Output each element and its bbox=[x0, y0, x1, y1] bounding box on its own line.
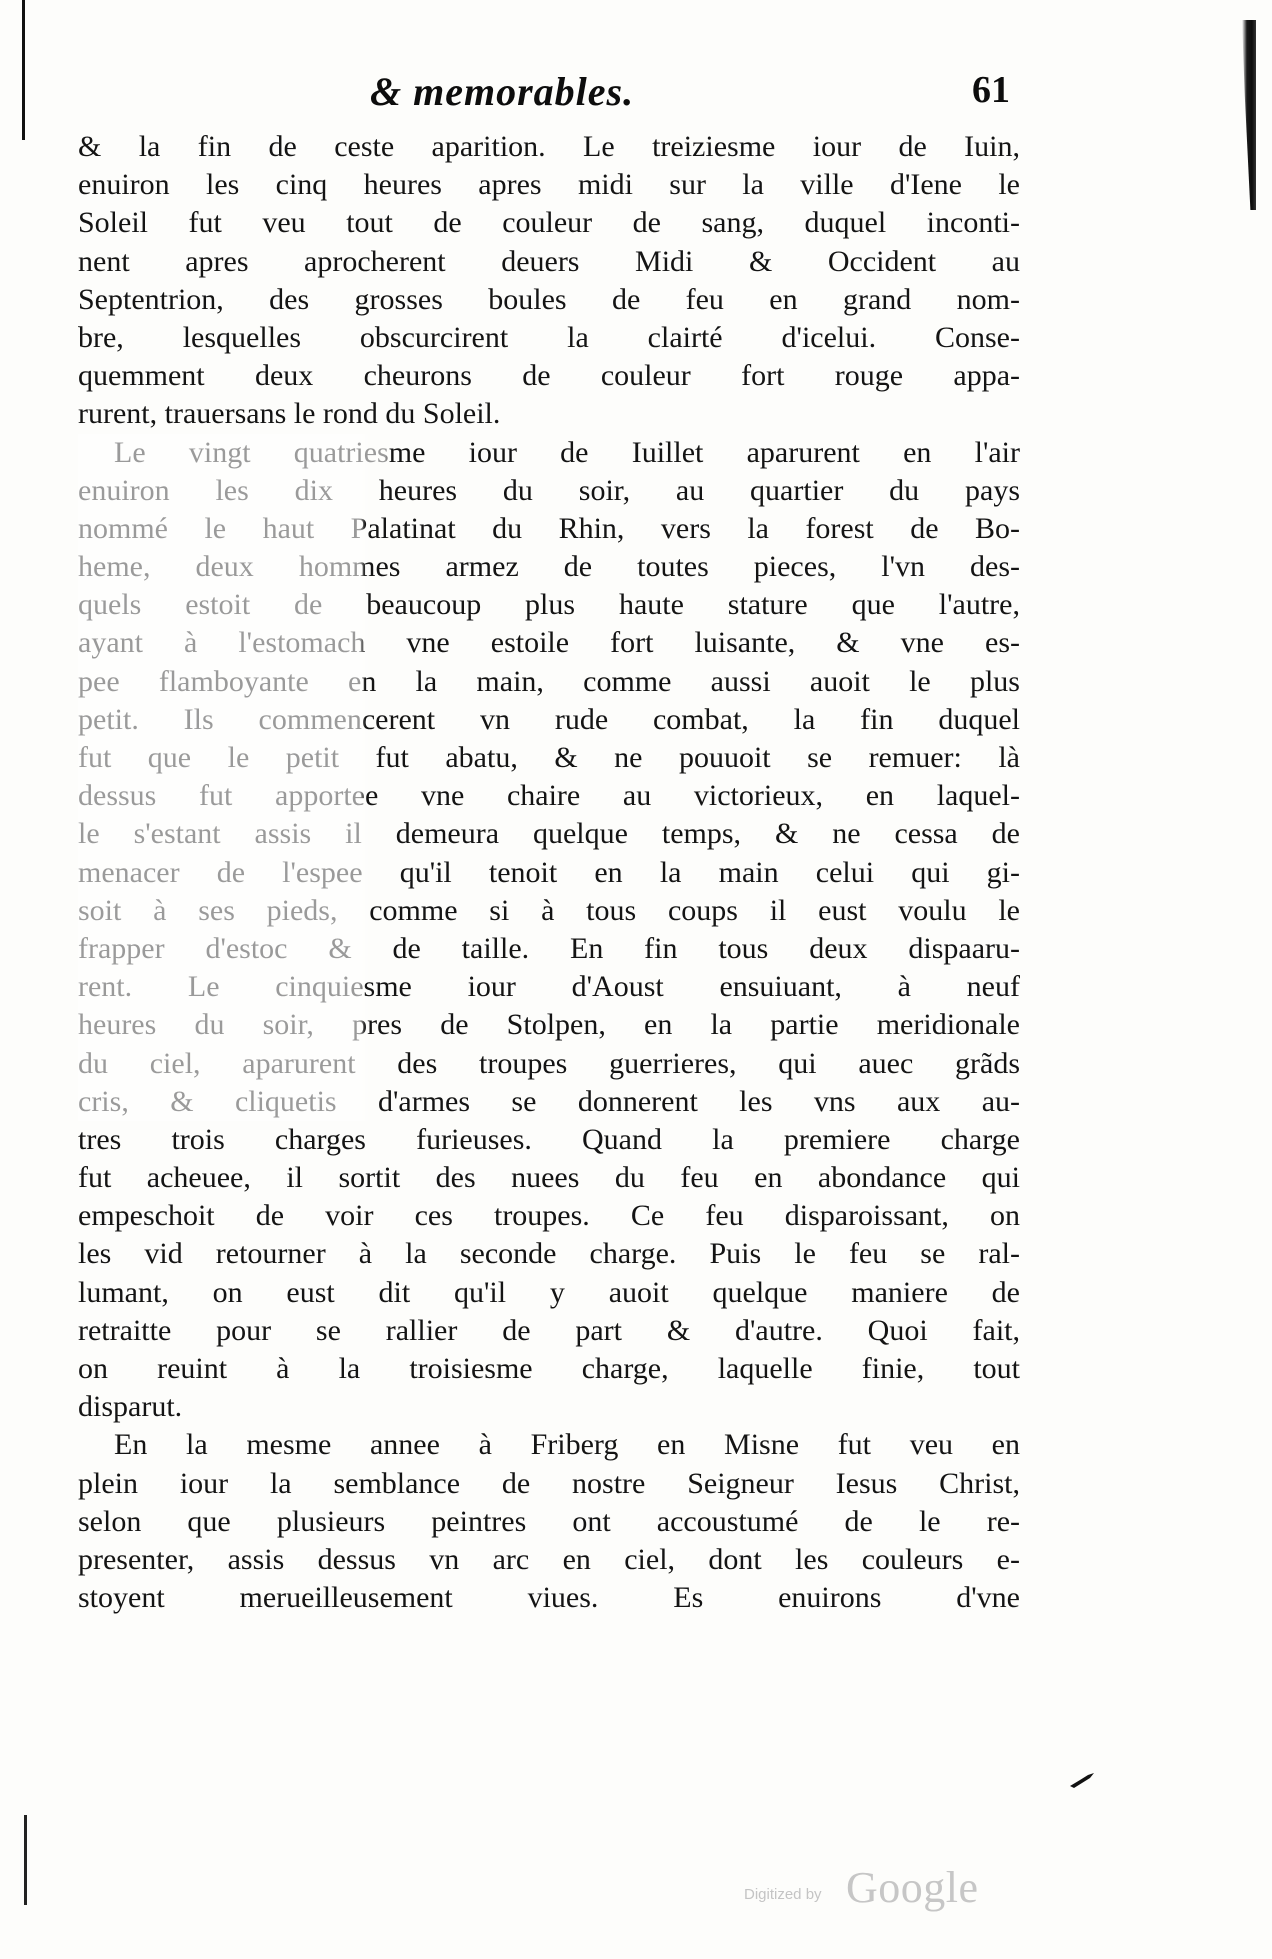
text-line: nommé le haut Palatinat du Rhin, vers la forest de Bo- bbox=[78, 510, 1020, 548]
text-line: enuiron les cinq heures apres midi sur la ville d'Iene le bbox=[78, 168, 1020, 202]
watermark-prefix: Digitized by bbox=[744, 1886, 822, 1903]
page-header bbox=[370, 68, 1010, 130]
text-line: plein iour la semblance de nostre Seigneur Iesus Christ, bbox=[78, 1466, 1020, 1500]
text-line: frapper d'estoc & de taille. En fin tous deux dispaaru- bbox=[78, 930, 1020, 968]
text-line: enuiron les dix heures du soir, au quartier du pays bbox=[78, 472, 1020, 510]
text-line: fut acheuee, il sortit des nuees du feu en abondance qui bbox=[78, 1161, 1020, 1195]
text-line: & la fin de ceste aparition. Le treiziesme iour de Iuin, bbox=[78, 130, 1020, 163]
text-line: disparut. bbox=[78, 1390, 183, 1424]
digitization-watermark bbox=[744, 1862, 1014, 1912]
text-line: retraitte pour se rallier de part & d'autre. Quoi fait, bbox=[78, 1313, 1020, 1347]
scan-edge-left bbox=[22, 0, 25, 140]
scan-edge-right bbox=[1242, 20, 1256, 210]
text-line: Le vingt quatriesme iour de Iuillet aparurent en l'air bbox=[78, 434, 1020, 472]
text-line: stoyent merueilleusement viues. Es enuirons d'vne bbox=[78, 1581, 1020, 1615]
text-line: menacer de l'espee qu'il tenoit en la main celui qui gi- bbox=[78, 854, 1020, 892]
text-line: du ciel, aparurent des troupes guerrieres, qui auec grãds bbox=[78, 1045, 1020, 1083]
text-line: rent. Le cinquiesme iour d'Aoust ensuiuant, à neuf bbox=[78, 968, 1020, 1006]
text-line: quels estoit de beaucoup plus haute stature que l'autre, bbox=[78, 586, 1020, 624]
text-line: fut que le petit fut abatu, & ne pouuoit se remuer: là bbox=[78, 739, 1020, 777]
text-line: cris, & cliquetis d'armes se donnerent les vns aux au- bbox=[78, 1083, 1020, 1121]
running-title: & memorables. bbox=[370, 69, 635, 114]
text-line: soit à ses pieds, comme si à tous coups il eust voulu le bbox=[78, 892, 1020, 930]
body-text bbox=[78, 128, 1020, 1617]
text-line: les vid retourner à la seconde charge. Puis le feu se ral- bbox=[78, 1237, 1020, 1271]
scan-edge-left-bottom bbox=[24, 1815, 27, 1905]
text-line: heme, deux hommes armez de toutes pieces, l'vn des- bbox=[78, 548, 1020, 586]
text-line: bre, lesquelles obscurcirent la clairté d'icelui. Conse- bbox=[78, 320, 1020, 354]
text-line: Soleil fut veu tout de couleur de sang, duquel inconti- bbox=[78, 206, 1020, 240]
text-line: ayant à l'estomach vne estoile fort luisante, & vne es- bbox=[78, 624, 1020, 662]
text-line: quemment deux cheurons de couleur fort rouge appa- bbox=[78, 359, 1020, 393]
text-line: heures du soir, pres de Stolpen, en la partie meridionale bbox=[78, 1006, 1020, 1044]
watermark-brand: Google bbox=[846, 1863, 979, 1912]
page-number: 61 bbox=[972, 69, 1010, 111]
text-line: selon que plusieurs peintres ont accoustumé de le re- bbox=[78, 1504, 1020, 1538]
text-line: pee flamboyante en la main, comme aussi auoit le plus bbox=[78, 663, 1020, 701]
text-line: empeschoit de voir ces troupes. Ce feu disparoissant, on bbox=[78, 1199, 1020, 1233]
text-line: rurent, trauersans le rond du Soleil. bbox=[78, 397, 501, 431]
text-line: lumant, on eust dit qu'il y auoit quelque maniere de bbox=[78, 1275, 1020, 1309]
text-line: dessus fut apportee vne chaire au victorieux, en laquel- bbox=[78, 777, 1020, 815]
text-line: En la mesme annee à Friberg en Misne fut veu en bbox=[114, 1428, 1020, 1462]
ink-smudge-mark bbox=[1068, 1772, 1096, 1790]
text-line: nent apres aprocherent deuers Midi & Occident au bbox=[78, 244, 1020, 278]
text-line: on reuint à la troisiesme charge, laquelle finie, tout bbox=[78, 1352, 1020, 1385]
text-line: tres trois charges furieuses. Quand la premiere charge bbox=[78, 1122, 1020, 1156]
text-line: le s'estant assis il demeura quelque temps, & ne cessa de bbox=[78, 815, 1020, 853]
text-line: Septentrion, des grosses boules de feu en grand nom- bbox=[78, 282, 1020, 316]
text-line: presenter, assis dessus vn arc en ciel, dont les couleurs e- bbox=[78, 1542, 1020, 1576]
text-line: petit. Ils commencerent vn rude combat, la fin duquel bbox=[78, 701, 1020, 739]
